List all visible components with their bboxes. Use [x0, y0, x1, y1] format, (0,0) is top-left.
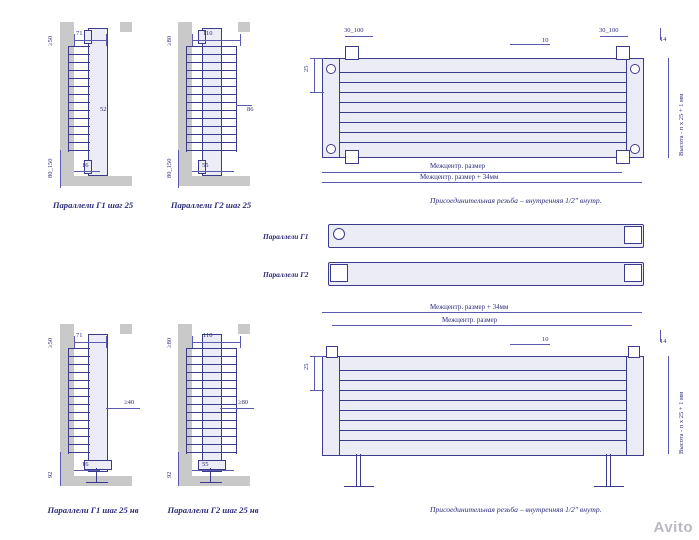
dim-bl-min40: ≥40 [124, 399, 135, 406]
plug-top-right-icon [630, 64, 640, 74]
dim-tl-52: 52 [100, 106, 107, 113]
fitting-top-right [616, 46, 630, 60]
caption-top-left: Параллели Г1 шаг 25 [52, 200, 134, 210]
plan-g1-right-fitting [624, 226, 642, 244]
dim-bl-16: 16 [82, 461, 89, 468]
wall-top-cap [120, 22, 132, 32]
plug-top-left-icon [326, 64, 336, 74]
plan-g2-left-fitting [330, 264, 348, 282]
dim-tm-min80: ≥80 [166, 35, 173, 46]
floor-profile [60, 176, 132, 186]
plan-g2-right-fitting [624, 264, 642, 282]
plan-body-g2 [328, 262, 644, 286]
top-connector [84, 30, 92, 44]
note-bottom-thread: Присоединительная резьба – внутренняя 1/2" внутр. [430, 505, 602, 514]
dim-bottom-center-size-34: Межцентр. размер + 34мм [430, 303, 509, 311]
caption-bottom-left: Параллели Г1 шаг 25 нв [47, 505, 139, 515]
radiator-body [322, 356, 644, 456]
dim-tl-16: 16 [82, 162, 89, 169]
dim-tm-110: 110 [203, 30, 213, 37]
wall-top-cap [238, 324, 250, 334]
floor-profile [178, 176, 250, 186]
right-manifold [626, 356, 644, 456]
plan-body-g1 [328, 224, 644, 248]
plug-bottom-right-icon [630, 144, 640, 154]
watermark [654, 519, 693, 536]
dim-top-25: 25 [303, 65, 310, 72]
dim-top-left-30-100: 30_100 [344, 27, 364, 34]
caption-top-middle: Параллели Г2 шаг 25 [170, 200, 252, 210]
dim-tl-min50: ≥50 [47, 35, 54, 46]
note-top-thread: Присоединительная резьба – внутренняя 1/2" внутр. [430, 196, 602, 205]
dim-bl-71: 71 [76, 332, 83, 339]
watermark-text: Avito [653, 519, 693, 536]
radiator-body [322, 58, 644, 158]
dim-tl-71: 71 [76, 30, 83, 37]
floor-profile [178, 476, 250, 486]
radiator-manifold [88, 334, 108, 472]
dim-bottom-height: Высота - n x 25 + 1 мм [678, 391, 685, 454]
dim-bm-min80-wall: ≥80 [166, 337, 173, 348]
plan-g1-left-port-icon [333, 228, 345, 240]
dim-top-center-size-34: Межцентр. размер + 34мм [420, 173, 499, 181]
dim-bm-55: 55 [202, 461, 209, 468]
dim-bm-92: 92 [166, 471, 173, 478]
dim-bm-110: 110 [203, 332, 213, 339]
dim-tm-86: 86 [247, 106, 254, 113]
dim-top-14: 14 [660, 36, 667, 43]
fitting-bottom-right [616, 150, 630, 164]
radiator-manifold [88, 28, 108, 176]
wall-top-cap [238, 22, 250, 32]
caption-bottom-middle: Параллели Г2 шаг 25 нв [167, 505, 259, 515]
dim-tm-55: 55 [202, 162, 209, 169]
plug-bottom-left-icon [326, 144, 336, 154]
dim-bottom-center-10: 10 [542, 336, 549, 343]
fitting-top-right [628, 346, 640, 358]
dim-bm-min80: ≥80 [238, 399, 249, 406]
wall-top-cap [120, 324, 132, 334]
fitting-top-left [345, 46, 359, 60]
dim-bottom-25: 25 [303, 363, 310, 370]
left-manifold [322, 356, 340, 456]
fitting-top-left [326, 346, 338, 358]
fitting-bottom-left [345, 150, 359, 164]
label-plan-g1: Параллели Г1 [263, 232, 309, 241]
label-plan-g2: Параллели Г2 [263, 270, 309, 279]
dim-top-center-size: Межцентр. размер [430, 162, 486, 170]
dim-bl-92: 92 [47, 471, 54, 478]
dim-top-right-30-100: 30_100 [599, 27, 619, 34]
dim-top-center-10: 10 [542, 37, 549, 44]
dim-tm-80-150: 80_150 [166, 158, 173, 178]
dim-tl-80-150: 80_150 [47, 158, 54, 178]
dim-bottom-14: 14 [660, 338, 667, 345]
dim-bottom-center-size: Межцентр. размер [442, 316, 498, 324]
dim-bl-min50: ≥50 [47, 337, 54, 348]
dim-top-height: Высота - n x 25 + 1 мм [678, 93, 685, 156]
